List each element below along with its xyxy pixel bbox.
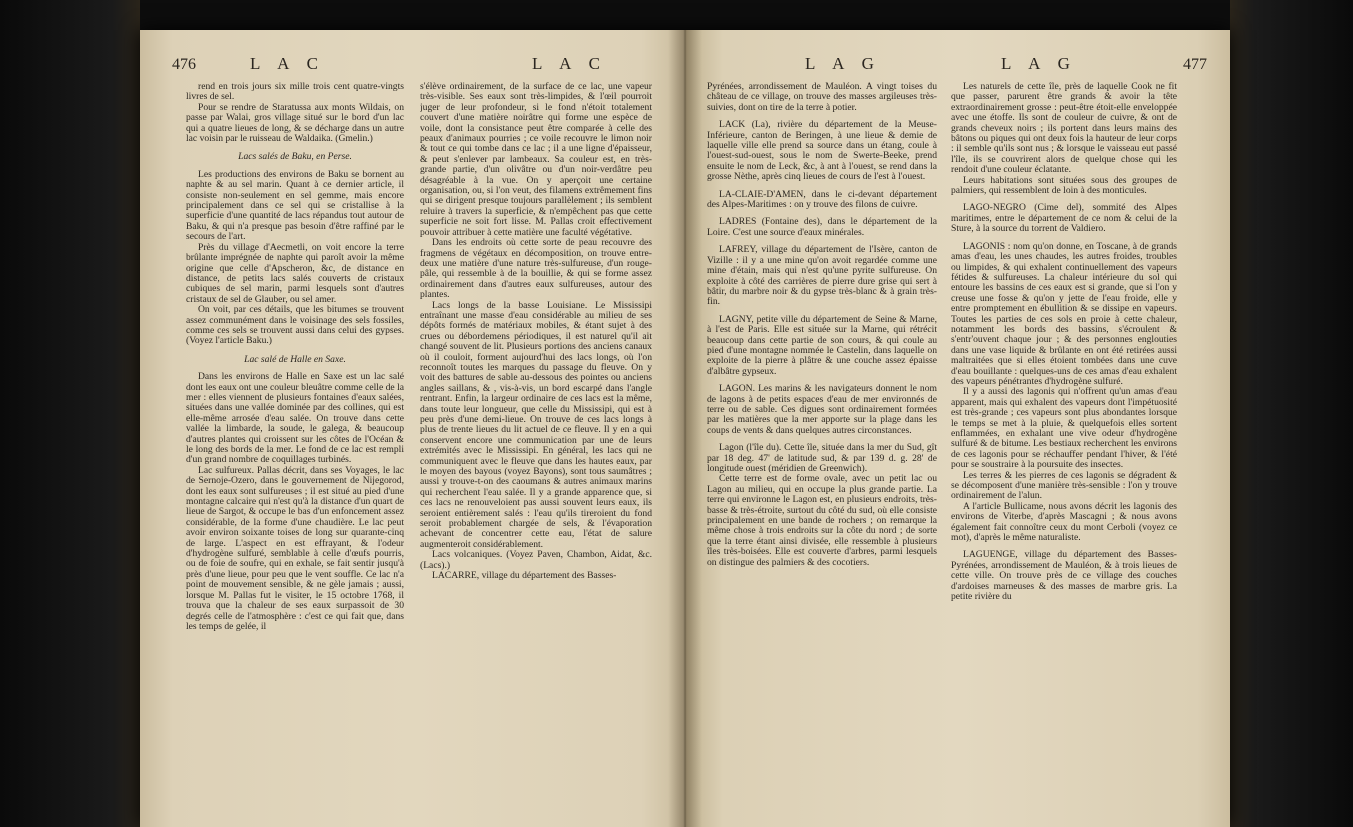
article-paragraph: A l'article Bullicame, nous avons décrit les lagonis des environs de Viterbe, d'après Mascagni ; & nous avons également fait connoître ceux du mont Cerboli (voyez ce mot), d'après le même naturaliste. xyxy=(951,500,1177,544)
running-head: L A C xyxy=(250,54,325,73)
article-paragraph: LADRES (Fontaine des), dans le département de la Loire. C'est une source d'eaux minérales. xyxy=(707,216,937,238)
article-paragraph: LAGNY, petite ville du département de Seine & Marne, à l'est de Paris. Elle est située sur la Marne, qui rétrécit beaucoup dans cette partie de son cours, & qui coule au pied d'une montagne nommée le Castelin, dans laquelle on exploite de la pierre à plâtre & une couche assez épaisse d'albâtre gypseux. xyxy=(707,313,937,377)
article-paragraph: LACARRE, village du département des Basses- xyxy=(432,570,617,582)
left-page xyxy=(140,30,685,827)
page-number: 476 xyxy=(172,56,196,73)
article-paragraph: Cette terre est de forme ovale, avec un petit lac ou Lagon au milieu, qui en occupe la plus grande partie. La terre qui environne le Lagon est, en plusieurs endroits, très-basse & très-étroite, surtout du côté du sud, où elle consiste principalement en une bande de rochers ; on remarque la même chose à trois endroits sur la côte du nord ; de sorte que la terre étant ainsi divisée, elle ressemble à plusieurs îles très-boisées. Elle est couverte d'arbres, parmi lesquels on distingue des palmiers & des cocotiers. xyxy=(707,473,937,568)
article-paragraph: Dans les endroits où cette sorte de peau recouvre des fragmens de végétaux en décomposition, on trouve entre-deux une matière d'une nature très-sulfureuse, d'un rouge-pâle, qui ressemble à de la bouillie, & qui se forme assez ordinairement dans d'autres eaux sulfureuses, autour des plantes. xyxy=(420,237,652,301)
article-paragraph: Leurs habitations sont situées sous des groupes de palmiers, qui ressemblent de loin à des monticules. xyxy=(951,174,1177,197)
article-paragraph: LAGO-NEGRO (Cime del), sommité des Alpes maritimes, entre le département de ce nom & celui de la Sture, à la source du torrent de Valdiero. xyxy=(951,202,1177,235)
article-paragraph: Pyrénées, arrondissement de Mauléon. A vingt toises du château de ce village, on trouve des masses argileuses très-suivies, dont on tire de la terre à potier. xyxy=(707,82,937,113)
article-paragraph: Près du village d'Aecmetli, on voit encore la terre brûlante imprégnée de naphte qui paroît avoir la même origine que celle d'Apscheron, &c, de distance en distance, de petits lacs salés couverts de cristaux cubiques de sel marin, parmi lesquels sont d'autres cristaux de sel de Glauber, ou sel amer. xyxy=(186,241,404,305)
article-paragraph: Les naturels de cette île, près de laquelle Cook ne fit que passer, parurent être grands & avoir la tête extraordinairement grosse : peut-être étoit-elle enveloppée avec une étoffe. Ils sont de couleur de cuivre, & ont de grands cheveux noirs ; ils portent dans leurs mains des bâtons ou piques qui ont deux fois la hauteur de leur corps : il semble qu'ils sont nus ; & lorsque le vaisseau eut passé l'île, ils se couvrirent alors de quelque chose qui les rendoit d'une couleur éclatante. xyxy=(951,82,1177,176)
article-paragraph: LAGUENGE, village du département des Basses-Pyrénées, arrondissement de Mauléon, & à trois lieues de cette ville. On trouve près de ce village des couches d'ardoises marneuses & des masses de marbre gris. La petite rivière du xyxy=(951,549,1177,603)
article-paragraph: Il y a aussi des lagonis qui n'offrent qu'un amas d'eau apparent, mais qui exhalent des vapeurs dont l'impétuosité est très-grande ; ces vapeurs sont plus abondantes lorsque le temps se met à la pluie, & quelquefois elles sortent enflammées, en exhalant une vive odeur d'hydrogène sulfuré & de bitume. Les bestiaux recherchent les environs de ces lagonis pour se réchauffer pendant l'hiver, & l'été pour se soustraire à la poursuite des insectes. xyxy=(951,386,1177,471)
text-column xyxy=(186,82,404,813)
book-gutter xyxy=(668,30,702,827)
article-paragraph: Dans les environs de Halle en Saxe est un lac salé dont les eaux ont une couleur bleuâtre comme celle de la mer : elles viennent de plusieurs fontaines d'eaux salées, situées dans une vallée dominée par des collines, qui est elle-même arrosée d'eau salée. On trouve dans cette vallée la limbarde, la soude, le galega, & beaucoup d'autres plantes qui croissent sur les côtes de l'Océan & le long des bords de la mer. Le fond de ce lac est rempli d'un grand nombre de coquillages turbinés. xyxy=(186,371,404,466)
right-background xyxy=(1230,0,1353,827)
article-paragraph: Lagon (l'île du). Cette île, située dans la mer du Sud, gît par 18 deg. 47' de latitude sud, & par 139 d. g. 28' de longitude ouest (méridien de Greenwich). xyxy=(707,442,937,474)
article-paragraph: LACK (La), rivière du département de la Meuse-Inférieure, canton de Beringen, à une lieue & demie de laquelle ville elle prend sa source dans un étang, coule à l'ouest-sud-ouest, sous le nom de Swerte-Beeke, prend ensuite le nom de Leck, &c, à ant à l'ouest, se rend dans la grosse Nèthe, après cinq lieues de cours de l'est à l'ouest. xyxy=(707,119,937,183)
article-paragraph: LA-CLAIE-D'AMEN, dans le ci-devant département des Alpes-Maritimes : on y trouve des filons de cuivre. xyxy=(707,188,937,211)
running-head: L A G xyxy=(805,54,881,73)
article-paragraph: LAGONIS : nom qu'on donne, en Toscane, à de grands amas d'eau, les unes chaudes, les autres froides, troubles ou limpides, & qui exhalent continuellement des vapeurs fétides & sulfureuses. La chaleur intérieure du sol qui entoure les bassins de ces eaux est si grande, que si l'on y creuse une fosse & qu'on y jette de l'eau froide, elle y entre promptement en ébullition & se dissipe en vapeurs. Toutes les parties de ces sols en proie à cette chaleur, notamment les bords des bassins, s'écroulent & s'entr'ouvent chaque jour ; & des personnes englouties dans une vase liquide & brûlante en ont été retirées aussi maltraitées que si elles étoient tombées dans une cuve d'eau bouillante : quelques-uns de ces amas d'eau exhalent des vapeurs pénétrantes d'hydrogène sulfuré. xyxy=(951,240,1177,387)
article-paragraph: Lacs longs de la basse Louisiane. Le Mississipi entraînant une masse d'eau considérable au milieu de ses dépôts formés de matériaux mobiles, & étant sujet à des crues ou débordemens périodiques, il est naturel qu'il ait changé souvent de lit. Plusieurs portions des anciens canaux où il couloit, forment aujourd'hui des lacs longs, où l'on reconnoît toutes les marques du passage du fleuve. On y voit des battures de sable au-dessous des pointes ou anciens angles saillans, & , vis-à-vis, un bord escarpé dans l'angle rentrant. Enfin, la largeur ordinaire de ces lacs est la même, dans toute leur longueur, que celle du Mississipi, qui est à peu près d'une demi-lieue. On trouve de ces lacs longs à plus de trente lieues du lit actuel de ce fleuve. Il y en a qui conservent encore une communication par une de leurs extrémités avec le Mississipi. En général, les lacs qui ne communiquent avec le fleuve que dans les hautes eaux, par le moyen des bayous (voyez Bayons), sont tous saumâtres ; aussi y trouve-t-on des caoumans & autres animaux marins qui recherchent l'eau salée. Il y a grande apparence que, si ces lacs ne renouveloient pas aussi souvent leurs eaux, ils seroient entièrement salés : l'eau qu'ils tireroient du fond seroit probablement chargée de sels, & l'évaporation achevant de concentrer cette eau, l'état de salure augmenteroit considérablement. xyxy=(420,299,652,550)
article-paragraph: s'élève ordinairement, de la surface de ce lac, une vapeur très-visible. Ses eaux sont très-limpides, & l'œil pourroit juger de leur profondeur, si le fond n'étoit totalement couvert d'une matière noirâtre qui forme une espèce de voile, dont la consistance peut être comparée à celle des peaux d'animaux pourries ; ce voile recouvre le limon noir & tout ce qui tombe dans ce lac ; il a une ligne d'épaisseur, & peut s'enlever par lambeaux. Sa couleur est, en très-grande partie, d'un olivâtre ou d'un noir-verdâtre peu désagréable à la vue. On y aperçoit une certaine organisation, ou, si l'on veut, des filamens extrêmement fins qui se dirigent presque toujours parallèlement ; ils semblent reluire à travers la superficie, & n'empêchent pas que cette superficie ne soit fort lisse. M. Pallas croit effectivement pouvoir attribuer à cette matière une faculté végétative. xyxy=(420,82,652,238)
text-column xyxy=(707,82,937,813)
text-column xyxy=(951,82,1177,813)
article-paragraph: Pour se rendre de Staratussa aux monts Wildais, on passe par Walai, gros village situé sur le bord d'un lac qui a quatre lieues de long, & se décharge dans un autre lac voisin par le ruisseau de Waldaika. (Gmelin.) xyxy=(186,101,404,145)
article-paragraph: rend en trois jours six mille trois cent quatre-vingts livres de sel. xyxy=(186,82,404,103)
running-head: L A C xyxy=(532,54,607,73)
left-background xyxy=(0,0,140,827)
article-paragraph: LAGON. Les marins & les navigateurs donnent le nom de lagons à de petits espaces d'eau de mer environnés de terre ou de sable. Ces digues sont ordinairement formées par les matières que la mer apporte sur la plage dans les coups de vents & dans quelques autres circonstances. xyxy=(707,383,937,436)
article-paragraph: Lac sulfureux. Pallas décrit, dans ses Voyages, le lac de Sernoje-Ozero, dans le gouvernement de Nijegorod, dont les eaux sont sulfureuses ; il est situé au pied d'une montagne calcaire qui n'est qu'à la distance d'un quart de lieue de Sargot, & occupe le bas d'un enfoncement assez considérable, de la forme d'une chaudière. Le lac peut avoir environ soixante toises de long sur quarante-cinq de large. L'aspect en est effrayant, & l'odeur d'hydrogène sulfuré, semblable à celle d'œufs pourris, ou de foie de soufre, qui en exhale, se fait sentir jusqu'à près d'une lieue, pour peu que le vent souffle. Ce lac n'a point de mouvement sensible, & ne gèle jamais ; aussi, lorsque M. Pallas fut le visiter, le 15 octobre 1768, il trouva que la chaleur de ses eaux surpassoit de 30 degrés celle de l'atmosphère : c'est ce qui fait que, dans les temps de gelée, il xyxy=(186,464,404,632)
section-heading: Lacs salés de Baku, en Perse. xyxy=(238,151,352,163)
text-column xyxy=(420,82,652,813)
page-number: 477 xyxy=(1183,56,1207,73)
right-page xyxy=(685,30,1230,827)
section-heading: Lac salé de Halle en Saxe. xyxy=(244,353,346,365)
article-paragraph: On voit, par ces détails, que les bitumes se trouvent assez communément dans le voisinage des sels fossiles, comme ces sels se trouvent aussi dans celui des gypses. (Voyez l'article Baku.) xyxy=(186,304,404,347)
left-page-header xyxy=(140,52,685,82)
running-head: L A G xyxy=(1001,54,1077,73)
article-paragraph: Lacs volcaniques. (Voyez Paven, Chambon, Aidat, &c. (Lacs).) xyxy=(420,549,652,571)
article-paragraph: Les terres & les pierres de ces lagonis se dégradent & se décomposent d'une manière très-sensible : l'on y trouve ordinairement de l'alun. xyxy=(951,469,1177,502)
right-page-header xyxy=(685,52,1230,82)
article-paragraph: LAFREY, village du département de l'Isère, canton de Vizille : il y a une mine qu'on avoit regardée comme une mine d'étain, mais qui n'est qu'une pyrite sulfureuse. On exploite à côté des carrières de pierre dure grise qui sert à bâtir, du marbre noir & du gypse très-blanc & à grain très-fin. xyxy=(707,244,937,308)
book-spread xyxy=(140,30,1230,827)
article-paragraph: Les productions des environs de Baku se bornent au naphte & au sel marin. Quant à ce dernier article, il consiste non-seulement en sel gemme, mais encore principalement dans ce sel qui se cristallise à la superficie d'une quantité de lacs répandus tout autour de Baku, & qui n'a presque pas besoin d'être raffiné par le secours de l'art. xyxy=(186,168,404,243)
